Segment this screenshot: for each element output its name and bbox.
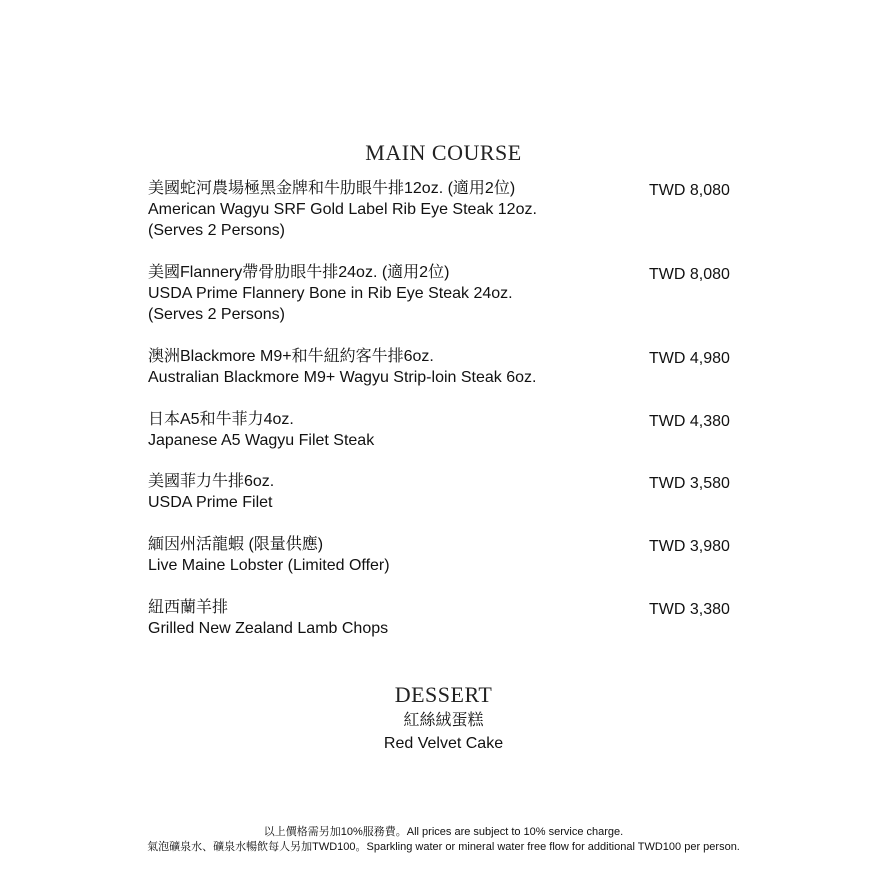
menu-item-name-zh: 紐西蘭羊排 — [148, 599, 229, 616]
menu-item-names — [148, 597, 618, 639]
menu-item — [148, 471, 748, 513]
dessert-title: DESSERT — [394, 682, 493, 707]
menu-item-price: TWD 3,980 — [649, 538, 730, 555]
menu-item-names — [148, 346, 618, 388]
menu-item-name-zh: 美國蛇河農場極黑金牌和牛肋眼牛排12oz. (適用2位) — [148, 180, 516, 197]
menu-item-name-zh: 澳洲Blackmore M9+和牛紐約客牛排6oz. — [148, 348, 434, 365]
main-course-title: MAIN COURSE — [365, 140, 522, 165]
menu-item-names — [148, 534, 618, 576]
menu-item-name-zh: 美國菲力牛排6oz. — [148, 473, 275, 490]
menu-item-name-en: Grilled New Zealand Lamb Chops — [148, 620, 389, 637]
menu-item — [148, 346, 748, 388]
menu-item-names — [148, 178, 618, 241]
menu-item-names — [148, 262, 618, 325]
menu-item-name-en: USDA Prime Flannery Bone in Rib Eye Steak 24oz. (Serves 2 Persons) — [148, 285, 513, 323]
menu-item-price: TWD 3,580 — [649, 475, 730, 492]
menu-item — [148, 534, 748, 576]
service-charge-note: 以上價格需另加10%服務費。All prices are subject to 10% service charge. — [263, 826, 624, 838]
dessert-name-en: Red Velvet Cake — [383, 735, 504, 752]
menu-item-name-en: American Wagyu SRF Gold Label Rib Eye Steak 12oz. (Serves 2 Persons) — [148, 201, 537, 239]
menu-item-price: TWD 8,080 — [649, 182, 730, 199]
menu-item-name-zh: 美國Flannery帶骨肋眼牛排24oz. (適用2位) — [148, 264, 450, 281]
water-free-flow-note: 氣泡礦泉水、礦泉水暢飲每人另加TWD100。Sparkling water or mineral water free flow for additional TWD100 per person. — [147, 841, 740, 853]
menu-item-name-zh: 日本A5和牛菲力4oz. — [148, 411, 294, 428]
menu-item-names — [148, 409, 618, 451]
menu-item — [148, 409, 748, 451]
menu-item-price: TWD 3,380 — [649, 601, 730, 618]
menu-item-name-en: Japanese A5 Wagyu Filet Steak — [148, 432, 375, 449]
menu-item-price: TWD 8,080 — [649, 266, 730, 283]
menu-item — [148, 262, 748, 325]
menu-item — [148, 597, 748, 639]
menu-item — [148, 178, 748, 241]
menu-item-name-en: Live Maine Lobster (Limited Offer) — [148, 557, 390, 574]
dessert-name-zh: 紅絲絨蛋糕 — [403, 712, 484, 729]
menu-item-price: TWD 4,980 — [649, 350, 730, 367]
menu-item-name-en: USDA Prime Filet — [148, 494, 273, 511]
menu-item-name-en: Australian Blackmore M9+ Wagyu Strip-loin Steak 6oz. — [148, 369, 537, 386]
menu-item-price: TWD 4,380 — [649, 413, 730, 430]
menu-item-name-zh: 緬因州活龍蝦 (限量供應) — [148, 536, 324, 553]
menu-item-names — [148, 471, 618, 513]
